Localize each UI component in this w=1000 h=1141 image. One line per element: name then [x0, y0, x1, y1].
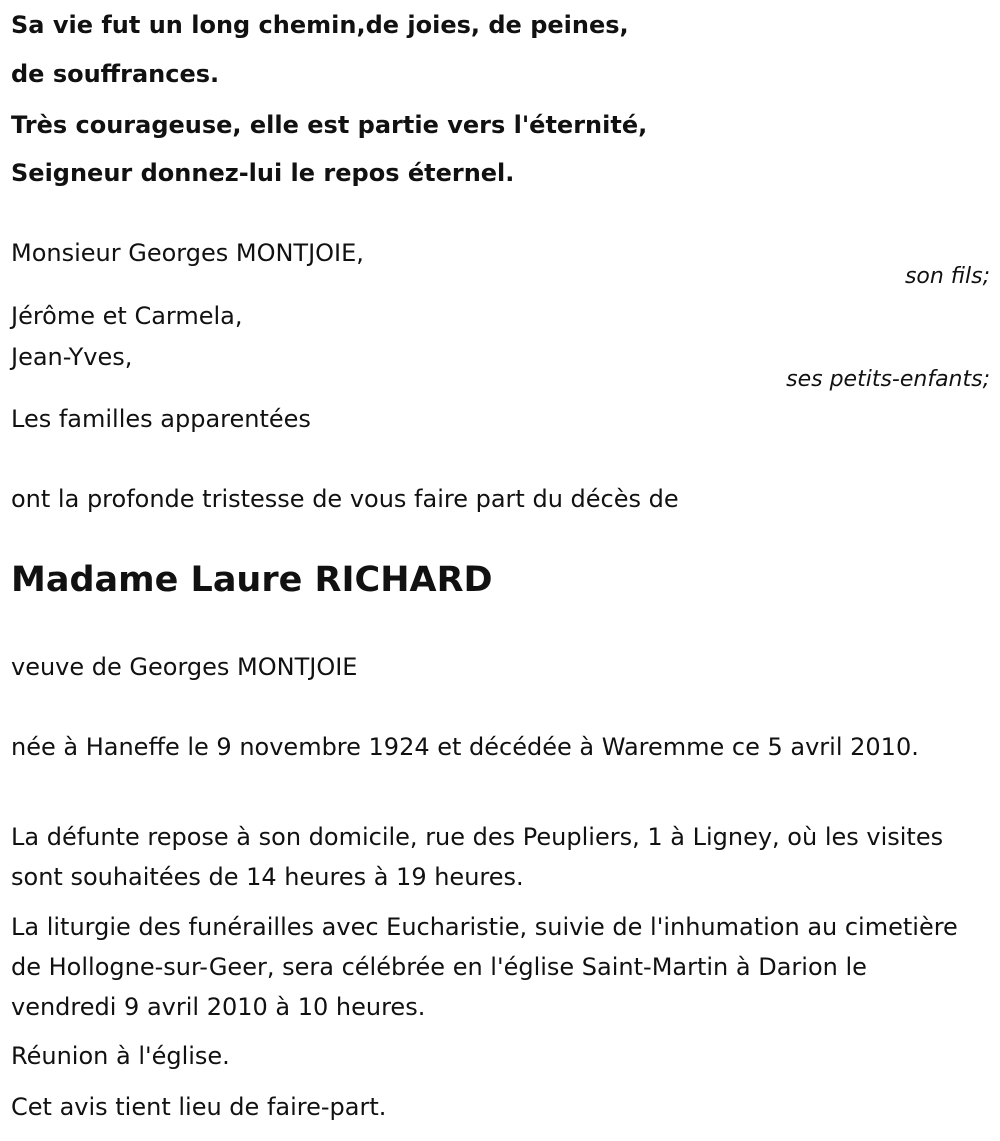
- grandchildren-role: ses petits-enfants;: [786, 367, 990, 392]
- funeral-paragraph: La liturgie des funérailles avec Eucharistie, suivie de l'inhumation au cimetière de Hollogne-sur-Geer, sera célébrée en l'église Saint-Martin à Darion le vendredi 9 avril 2010 à 10 heures.: [11, 913, 958, 1021]
- grandchild-1: Jérôme et Carmela,: [11, 302, 243, 330]
- poem-line-3: Très courageuse, elle est partie vers l'éternité,: [11, 111, 648, 139]
- son-role: son fils;: [904, 264, 990, 289]
- grandchild-2: Jean-Yves,: [11, 343, 133, 371]
- meeting-paragraph: Réunion à l'église.: [11, 1042, 230, 1070]
- poem-line-1: Sa vie fut un long chemin,de joies, de peines,: [11, 11, 629, 39]
- son-name: Monsieur Georges MONTJOIE,: [11, 239, 364, 267]
- announcement: ont la profonde tristesse de vous faire part du décès de: [11, 485, 679, 513]
- poem-line-4: Seigneur donnez-lui le repos éternel.: [11, 159, 515, 187]
- deceased-name: Madame Laure RICHARD: [11, 560, 493, 600]
- poem-line-2: de souffrances.: [11, 60, 220, 88]
- relatives: Les familles apparentées: [11, 405, 311, 433]
- notice-paragraph: Cet avis tient lieu de faire-part.: [11, 1093, 387, 1121]
- widow-of: veuve de Georges MONTJOIE: [11, 653, 358, 681]
- birth-death-paragraph: née à Haneffe le 9 novembre 1924 et décédée à Waremme ce 5 avril 2010.: [11, 733, 919, 761]
- visitation-paragraph: La défunte repose à son domicile, rue des Peupliers, 1 à Ligney, où les visites sont souhaitées de 14 heures à 19 heures.: [11, 823, 944, 891]
